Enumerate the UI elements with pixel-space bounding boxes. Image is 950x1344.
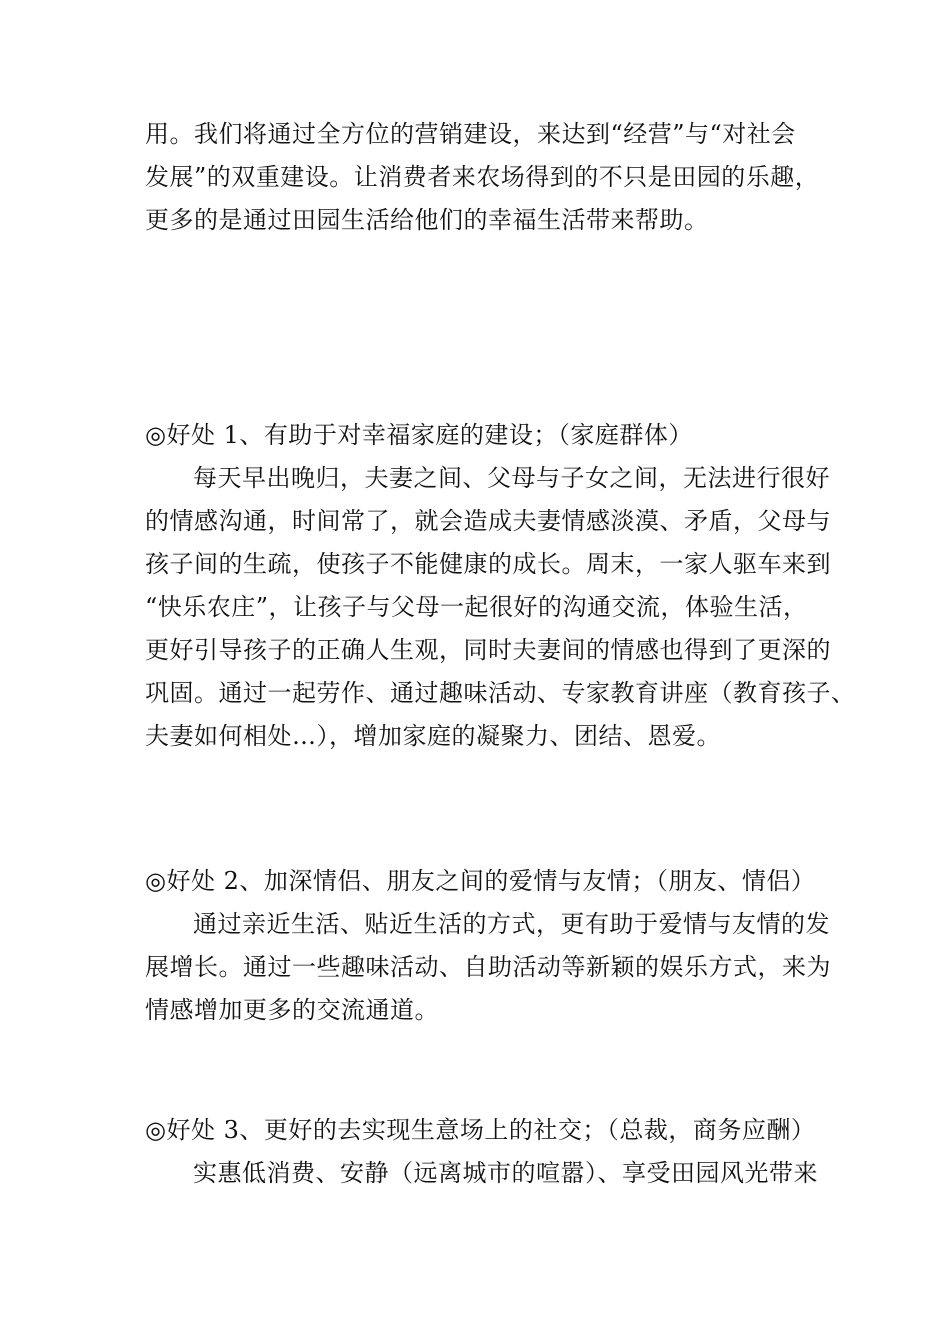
benefit-heading: ◎好处 1、有助于对幸福家庭的建设；（家庭群体） bbox=[145, 421, 693, 449]
paragraph-line: 情感增加更多的交流通道。 bbox=[145, 996, 439, 1024]
paragraph-line: 更多的是通过田园生活给他们的幸福生活带来帮助。 bbox=[145, 206, 709, 234]
paragraph-line: 发展”的双重建设。让消费者来农场得到的不只是田园的乐趣， bbox=[145, 163, 820, 191]
benefit-section-3 bbox=[145, 1109, 818, 1195]
paragraph-line: “快乐农庄”，让孩子与父母一起很好的沟通交流，体验生活， bbox=[145, 593, 808, 621]
paragraph-line: 每天早出晚归，夫妻之间、父母与子女之间，无法进行很好 bbox=[193, 464, 830, 492]
paragraph-line: 用。我们将通过全方位的营销建设，来达到“经营”与“对社会 bbox=[145, 120, 796, 148]
paragraph-line: 展增长。通过一些趣味活动、自助活动等新颖的娱乐方式，来为 bbox=[145, 953, 831, 981]
intro-paragraph bbox=[145, 113, 820, 242]
benefit-heading: ◎好处 2、加深情侣、朋友之间的爱情与友情；（朋友、情侣） bbox=[145, 867, 816, 895]
benefit-heading: ◎好处 3、更好的去实现生意场上的社交；（总裁，商务应酬） bbox=[145, 1116, 816, 1144]
paragraph-line: 夫妻如何相处…），增加家庭的凝聚力、团结、恩爱。 bbox=[145, 722, 721, 750]
benefit-section-1 bbox=[145, 414, 856, 758]
paragraph-line: 实惠低消费、安静（远离城市的喧嚣）、享受田园风光带来 bbox=[193, 1159, 818, 1187]
paragraph-line: 更好引导孩子的正确人生观，同时夫妻间的情感也得到了更深的 bbox=[145, 636, 831, 664]
benefit-section-2 bbox=[145, 860, 831, 1032]
paragraph-line: 的情感沟通，时间常了，就会造成夫妻情感淡漠、矛盾，父母与 bbox=[145, 507, 831, 535]
paragraph-line: 通过亲近生活、贴近生活的方式，更有助于爱情与友情的发 bbox=[193, 910, 830, 938]
paragraph-line: 孩子间的生疏，使孩子不能健康的成长。周末，一家人驱车来到 bbox=[145, 550, 831, 578]
paragraph-line: 巩固。通过一起劳作、通过趣味活动、专家教育讲座（教育孩子、 bbox=[145, 679, 856, 707]
